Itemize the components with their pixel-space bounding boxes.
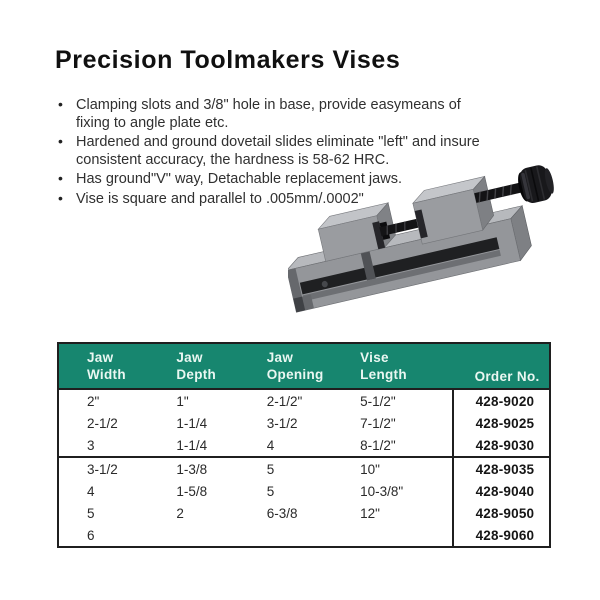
cell-jaw-width: 5: [87, 505, 95, 521]
feature-item: • Has ground"V" way, Detachable replacement jaws.: [55, 171, 483, 189]
feature-item: • Hardened and ground dovetail slides eliminate "left" and insure consistent accuracy, the hardness is 58-62 HRC.: [55, 134, 483, 169]
cell-jaw-depth: 1-3/8: [148, 457, 238, 480]
cell-vise-length: 8-1/2": [360, 437, 396, 453]
cell-jaw-opening: 3-1/2: [266, 415, 298, 431]
col-header-jaw-opening: Jaw Opening: [239, 343, 332, 389]
cell-order-no: 428-9035: [453, 457, 550, 480]
cell-vise-length: [332, 524, 452, 547]
table-row: [58, 502, 550, 524]
cell-jaw-opening: [239, 524, 332, 547]
cell-order-no: 428-9060: [453, 524, 550, 547]
table-row: [58, 389, 550, 412]
page-title: Precision Toolmakers Vises: [55, 46, 401, 74]
col-header-jaw-depth: Jaw Depth: [148, 343, 238, 389]
cell-jaw-width: 2": [87, 393, 100, 409]
cell-jaw-depth: 1-1/4: [176, 437, 208, 453]
cell-jaw-width: 3-1/2: [58, 457, 148, 480]
cell-vise-length: 5-1/2": [360, 393, 396, 409]
cell-order-no: 428-9050: [453, 502, 550, 524]
cell-jaw-width: 3: [87, 437, 95, 453]
cell-jaw-opening: 2-1/2": [266, 393, 303, 409]
cell-jaw-width: 4: [87, 483, 95, 499]
cell-vise-length: 12": [360, 505, 380, 521]
cell-jaw-depth: 1-5/8: [176, 483, 208, 499]
spec-table-header: [58, 343, 550, 389]
col-header-vise-length: Vise Length: [332, 343, 452, 389]
table-row: [58, 434, 550, 457]
vise-body-group: [288, 162, 569, 312]
feature-item: • Vise is square and parallel to .005mm/.0002": [55, 191, 483, 209]
table-row: [58, 480, 550, 502]
col-header-jaw-width: Jaw Width: [58, 343, 148, 389]
table-row: [58, 412, 550, 434]
cell-jaw-opening: 5: [239, 457, 332, 480]
cell-order-no: 428-9030: [453, 434, 550, 457]
cell-order-no: 428-9040: [453, 480, 550, 502]
spec-table: [57, 342, 551, 548]
cell-jaw-depth: 2: [176, 505, 184, 521]
cell-jaw-opening: 5: [266, 483, 275, 499]
cell-jaw-depth: [148, 524, 238, 547]
cell-jaw-opening: 6-3/8: [266, 505, 298, 521]
cell-vise-length: 7-1/2": [360, 415, 396, 431]
cell-jaw-depth: 1-1/4: [176, 415, 208, 431]
feature-item: • Clamping slots and 3/8" hole in base, provide easymeans of fixing to angle plate etc.: [55, 97, 483, 132]
table-row: [58, 457, 550, 480]
cell-jaw-opening: 4: [266, 437, 275, 453]
cell-order-no: 428-9020: [453, 389, 550, 412]
cell-jaw-depth: 1": [176, 393, 189, 409]
col-header-order-no: Order No.: [453, 343, 550, 389]
cell-vise-length: 10": [332, 457, 452, 480]
cell-jaw-width: 2-1/2: [87, 415, 118, 431]
table-row: [58, 524, 550, 547]
cell-vise-length: 10-3/8": [360, 483, 404, 499]
vise-illustration: [288, 162, 580, 354]
cell-order-no: 428-9025: [453, 412, 550, 434]
cell-jaw-width: 6: [87, 527, 95, 543]
